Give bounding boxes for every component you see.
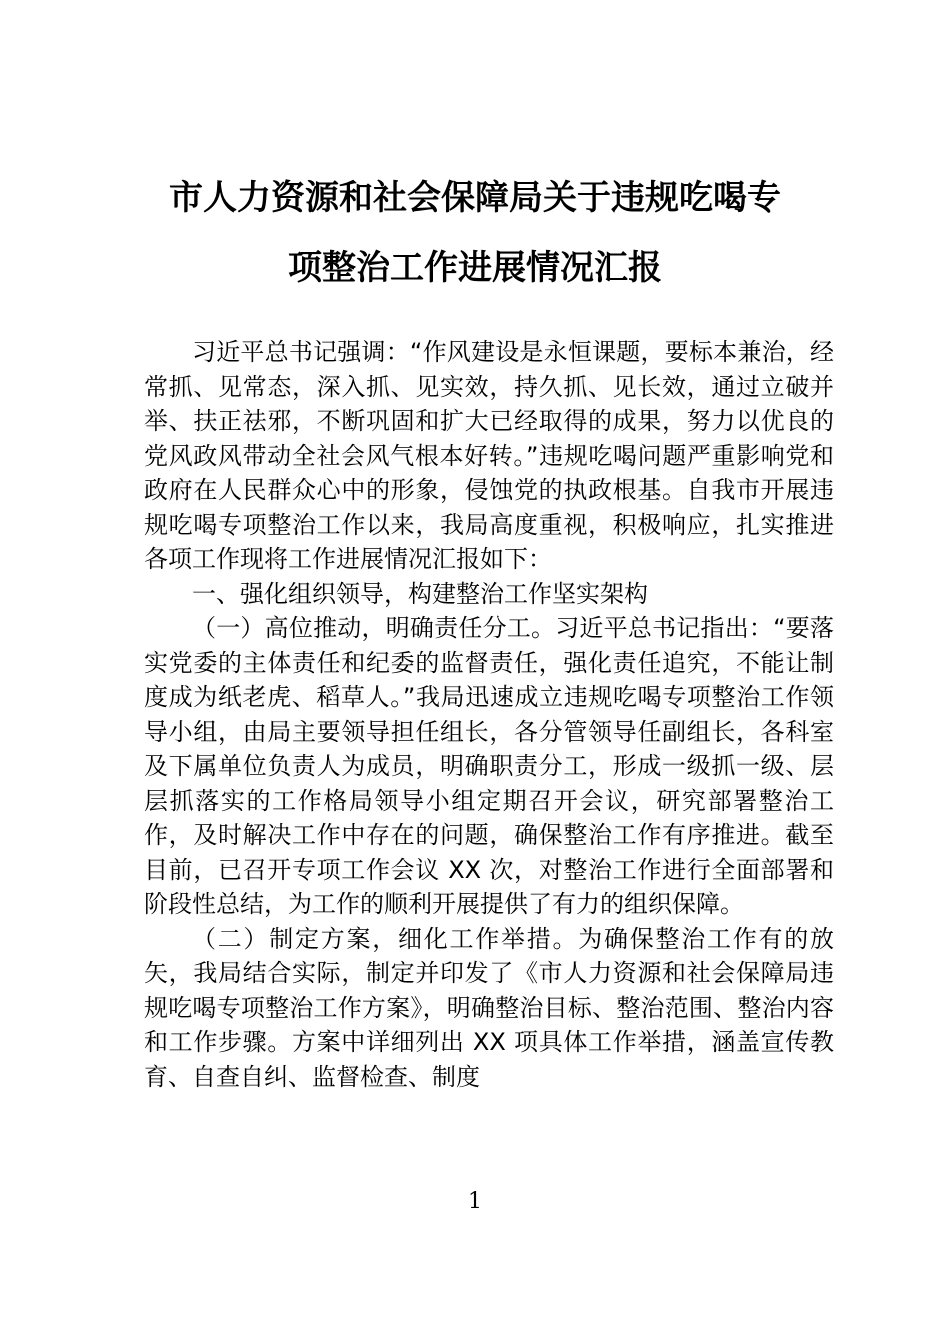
document-title-line-1: 市人力资源和社会保障局关于违规吃喝专 bbox=[169, 178, 781, 218]
document-body bbox=[144, 335, 834, 1094]
page-number: 1 bbox=[468, 1189, 482, 1214]
document-title-line-2: 项整治工作进展情况汇报 bbox=[288, 248, 662, 288]
section-heading-1: 一、强化组织领导，构建整治工作坚实架构 bbox=[192, 579, 648, 608]
subsection-paragraph-2: （二）制定方案，细化工作举措。为确保整治工作有的放矢，我局结合实际，制定并印发了《市人力资源和社会保障局违规吃喝专项整治工作方案》，明确整治目标、整治范围、整治内容和工作步骤。方案中详细列出 XX 项具体工作举措，涵盖宣传教育、自查自纠、监督检查、制度 bbox=[144, 924, 834, 1091]
subsection-paragraph-1: （一）高位推动，明确责任分工。习近平总书记指出：“要落实党委的主体责任和纪委的监督责任，强化责任追究，不能让制度成为纸老虎、稻草人。”我局迅速成立违规吃喝专项整治工作领导小组，由局主要领导担任组长，各分管领导任副组长，各科室及下属单位负责人为成员，明确职责分工，形成一级抓一级、层层抓落实的工作格局领导小组定期召开会议，研究部署整治工作，及时解决工作中存在的问题，确保整治工作有序推进。截至目前，已召开专项工作会议 XX 次，对整治工作进行全面部署和阶段性总结，为工作的顺利开展提供了有力的组织保障。 bbox=[144, 614, 834, 918]
intro-paragraph: 习近平总书记强调：“作风建设是永恒课题，要标本兼治，经常抓、见常态，深入抓、见实效，持久抓、见长效，通过立破并举、扶正祛邪，不断巩固和扩大已经取得的成果，努力以优良的党风政风带动全社会风气根本好转。”违规吃喝问题严重影响党和政府在人民群众心中的形象，侵蚀党的执政根基。自我市开展违规吃喝专项整治工作以来，我局高度重视，积极响应，扎实推进各项工作现将工作进展情况汇报如下： bbox=[144, 338, 834, 573]
